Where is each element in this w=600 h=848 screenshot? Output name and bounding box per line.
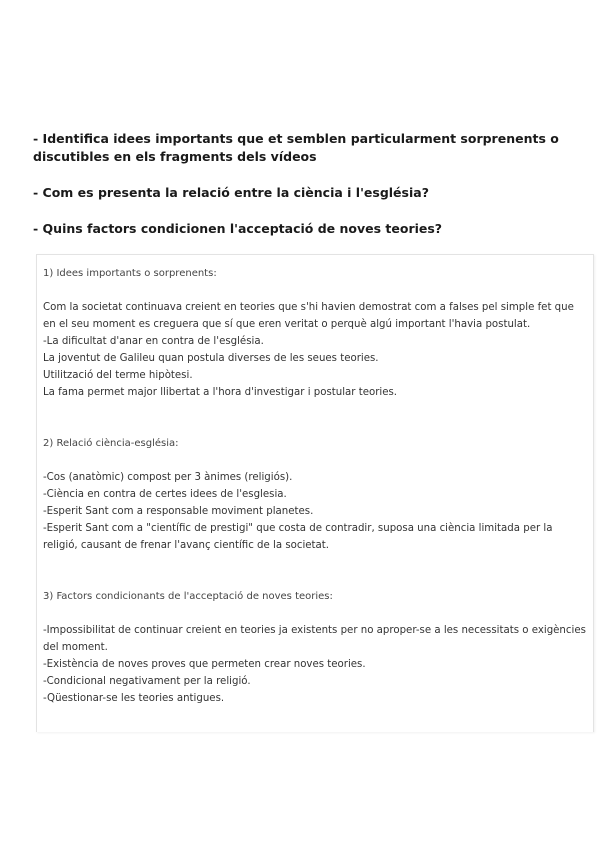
answer-line: -Existència de noves proves que permeten crear noves teories. [43, 659, 366, 670]
answer-line: -Esperit Sant com a responsable moviment planetes. [43, 506, 314, 517]
answer-line: -Ciència en contra de certes idees de l'esglesia. [43, 489, 287, 500]
question-1: - Identifica idees importants que et semblen particularment sorprenents o discutibles en els fragments dels vídeos [33, 131, 559, 164]
answer-section-3 [43, 588, 589, 707]
answer-line: -Cos (anatòmic) compost per 3 ànimes (religiós). [43, 472, 293, 483]
question-2: - Com es presenta la relació entre la ciència i l'església? [33, 185, 429, 200]
answer-line: -Condicional negativament per la religió. [43, 676, 251, 687]
answer-line: -Qüestionar-se les teories antigues. [43, 693, 225, 704]
answer-line: -Impossibilitat de continuar creient en teories ja existents per no aproper-se a les necessitats o exigències del moment. [43, 625, 586, 653]
answer-line: La fama permet major llibertat a l'hora d'investigar i postular teories. [43, 387, 398, 398]
answer-line: La joventut de Galileu quan postula diverses de les seues teories. [43, 353, 379, 364]
answer-line: -La dificultat d'anar en contra de l'església. [43, 336, 264, 347]
section-heading-1: 1) Idees importants o sorprenents: [43, 268, 217, 279]
answer-section-2 [43, 435, 589, 554]
answer-box [36, 254, 594, 732]
answer-line: Com la societat continuava creient en teories que s'hi havien demostrat com a falses pel simple fet que en el seu moment es creguera que sí que eren veritat o perquè algú important l'havia postulat. [43, 302, 574, 330]
section-heading-2: 2) Relació ciència-església: [43, 438, 179, 449]
answer-line: Utilització del terme hipòtesi. [43, 370, 193, 381]
answer-section-1 [43, 265, 589, 401]
question-3: - Quins factors condicionen l'acceptació de noves teories? [33, 221, 443, 236]
section-heading-3: 3) Factors condicionants de l'acceptació de noves teories: [43, 591, 333, 602]
answer-line: -Esperit Sant com a "científic de prestigi" que costa de contradir, suposa una ciència limitada per la religió, causant de frenar l'avanç científic de la societat. [43, 523, 553, 551]
questions-block [33, 130, 600, 256]
answer-content [37, 255, 593, 707]
